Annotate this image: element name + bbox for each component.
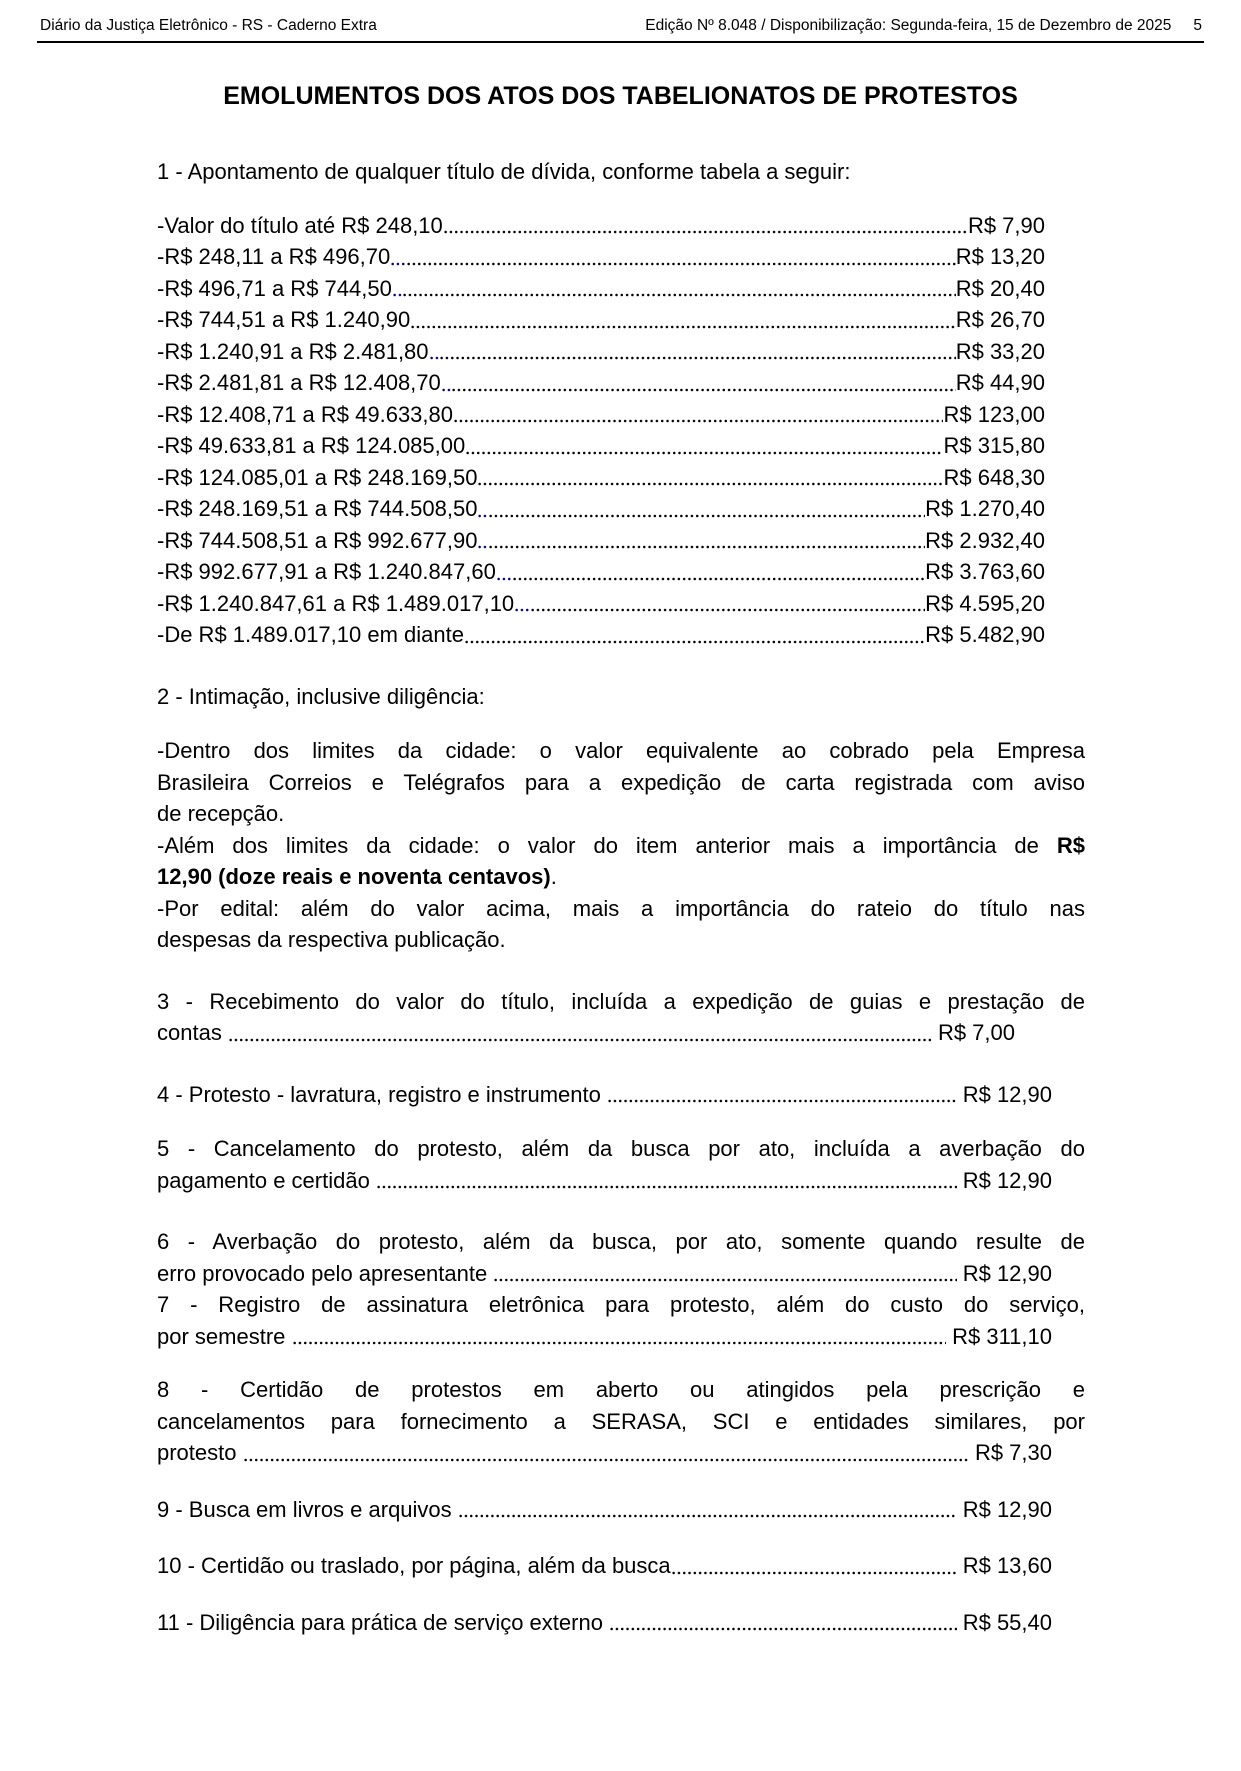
leader-dots (458, 1494, 957, 1526)
fee-price: R$ 13,20 (955, 244, 1045, 269)
leader-dots-blue (477, 525, 488, 557)
fee-label: erro provocado pelo apresentante (157, 1260, 494, 1286)
fee-line (157, 1165, 1085, 1197)
leader-dots (402, 273, 955, 305)
fee-label: por semestre (157, 1323, 292, 1349)
fee-line (157, 241, 1085, 273)
fee-schedule-table (157, 210, 1085, 651)
text-line: 1 - Apontamento de qualquer título de dívida, conforme tabela a seguir: (157, 159, 851, 184)
leader-dots (376, 1165, 957, 1197)
page-number: 5 (1193, 17, 1202, 34)
fee-price: R$ 7,30 (968, 1440, 1052, 1465)
leader-dots-blue (496, 556, 512, 588)
page-header (37, 16, 1204, 43)
fee-line (157, 1017, 1085, 1049)
leader-dots (406, 241, 956, 273)
leader-dots (512, 556, 925, 588)
section-9-item (157, 1494, 1085, 1526)
fee-line (157, 1437, 1085, 1469)
fee-label: -De R$ 1.489.017,10 em diante (157, 622, 464, 647)
leader-dots (443, 210, 968, 242)
fee-price: R$ 12,90 (956, 1496, 1052, 1522)
fee-label: 10 - Certidão ou traslado, por página, além da busca (157, 1553, 671, 1578)
fee-line (157, 1258, 1085, 1290)
edition-info (645, 16, 1202, 35)
section-2-paragraph-por-edital (157, 893, 1085, 956)
text-line: -Dentro dos limites da cidade: o valor equivalente ao cobrado pela Empresa (157, 738, 1085, 763)
journal-name: Diário da Justiça Eletrônico - RS - Caderno Extra (40, 17, 377, 34)
fee-label: 4 - Protesto - lavratura, registro e instrumento (157, 1081, 607, 1107)
leader-dots (439, 336, 956, 368)
text-line: 8 - Certidão de protestos em aberto ou atingidos pela prescrição e (157, 1377, 1085, 1402)
fee-label: 9 - Busca em livros e arquivos (157, 1496, 458, 1522)
fee-price: R$ 13,60 (956, 1553, 1052, 1578)
section-2-heading (157, 681, 1085, 713)
text-line: de recepção. (157, 801, 285, 826)
fee-price: R$ 2.932,40 (925, 527, 1045, 553)
section-1-heading (157, 156, 1085, 188)
fee-price: R$ 44,90 (955, 370, 1045, 395)
section-4-item (157, 1079, 1085, 1111)
leader-dots (493, 1258, 956, 1290)
fee-label: -R$ 744.508,51 a R$ 992.677,90 (157, 527, 478, 553)
leader-dots (465, 430, 943, 462)
fee-line (157, 430, 1085, 462)
fee-price: R$ 7,90 (967, 212, 1045, 238)
fee-line (157, 1321, 1085, 1353)
fee-label: -R$ 12.408,71 a R$ 49.633,80 (157, 401, 454, 427)
leader-dots (453, 399, 943, 431)
section-11-item (157, 1607, 1085, 1639)
fee-line (157, 588, 1085, 620)
section-7-item (157, 1289, 1085, 1352)
fee-price: R$ 315,80 (943, 433, 1045, 458)
leader-dots-blue (441, 367, 452, 399)
fee-price: R$ 20,40 (955, 275, 1045, 301)
fee-price: R$ 12,90 (956, 1081, 1052, 1107)
leader-dots-blue (392, 273, 403, 305)
text-line: Brasileira Correios e Telégrafos para a expedição de carta registrada com aviso (157, 769, 1085, 795)
fee-price: R$ 33,20 (955, 338, 1045, 364)
leader-dots (451, 367, 955, 399)
text-line: -Além dos limites da cidade: o valor do item anterior mais a importância de R$ (157, 832, 1085, 858)
leader-dots (671, 1550, 957, 1582)
fee-line (157, 619, 1085, 651)
leader-dots-blue (390, 241, 406, 273)
fee-line (157, 493, 1085, 525)
fee-price: R$ 1.270,40 (925, 496, 1045, 521)
fee-line (157, 462, 1085, 494)
fee-price: R$ 5.482,90 (925, 622, 1045, 647)
fee-price: R$ 55,40 (956, 1609, 1052, 1635)
text-line: 6 - Averbação do protesto, além da busca, por ato, somente quando resulte de (157, 1229, 1085, 1254)
section-8-item (157, 1374, 1085, 1469)
leader-dots (410, 304, 956, 336)
fee-price: R$ 12,90 (956, 1167, 1052, 1193)
leader-dots (488, 525, 925, 557)
section-2-paragraph-alem-limites (157, 830, 1085, 893)
leader-dots (477, 462, 943, 494)
leader-dots-blue (429, 336, 440, 368)
fee-label: -Valor do título até R$ 248,10 (157, 212, 443, 238)
fee-line (157, 556, 1085, 588)
fee-price: R$ 648,30 (943, 464, 1045, 490)
fee-label: -R$ 744,51 a R$ 1.240,90 (157, 307, 411, 332)
fee-label: -R$ 496,71 a R$ 744,50 (157, 275, 392, 301)
fee-price: R$ 123,00 (943, 401, 1045, 427)
leader-dots (228, 1017, 932, 1049)
leader-dots (243, 1437, 969, 1469)
fee-line (157, 525, 1085, 557)
fee-label: -R$ 1.240,91 a R$ 2.481,80 (157, 338, 429, 364)
leader-dots (292, 1321, 946, 1353)
leader-dots (488, 493, 925, 525)
fee-label: -R$ 248,11 a R$ 496,70 (157, 244, 391, 269)
fee-label: -R$ 124.085,01 a R$ 248.169,50 (157, 464, 478, 490)
section-2-paragraph-dentro-limites (157, 735, 1085, 830)
leader-dots (530, 588, 925, 620)
fee-line (157, 336, 1085, 368)
text-line: despesas da respectiva publicação. (157, 927, 506, 952)
fee-price: R$ 3.763,60 (925, 559, 1045, 584)
leader-dots-blue (477, 493, 488, 525)
fee-line (157, 210, 1085, 242)
fee-price: R$ 311,10 (945, 1323, 1052, 1349)
fee-label: contas (157, 1020, 228, 1045)
fee-label: -R$ 248.169,51 a R$ 744.508,50 (157, 496, 478, 521)
fee-price: R$ 26,70 (955, 307, 1045, 332)
fee-label: -R$ 992.677,91 a R$ 1.240.847,60 (157, 559, 496, 584)
text-line: 2 - Intimação, inclusive diligência: (157, 683, 485, 709)
fee-label: pagamento e certidão (157, 1167, 376, 1193)
fee-label: protesto (157, 1440, 243, 1465)
text-line: 7 - Registro de assinatura eletrônica para protesto, além do custo do serviço, (157, 1292, 1085, 1317)
text-line: 12,90 (doze reais e noventa centavos). (157, 864, 557, 889)
fee-label: -R$ 2.481,81 a R$ 12.408,70 (157, 370, 441, 395)
text-line: cancelamentos para fornecimento a SERASA, SCI e entidades similares, por (157, 1408, 1085, 1434)
section-3-item (157, 986, 1085, 1049)
fee-label: -R$ 1.240.847,61 a R$ 1.489.017,10 (157, 590, 515, 616)
fee-line (157, 1607, 1085, 1639)
text-line: 5 - Cancelamento do protesto, além da busca por ato, incluída a averbação do (157, 1136, 1085, 1161)
fee-label: 11 - Diligência para prática de serviço externo (157, 1609, 610, 1635)
fee-line (157, 273, 1085, 305)
leader-dots (464, 619, 925, 651)
text-line: -Por edital: além do valor acima, mais a importância do rateio do título nas (157, 895, 1085, 921)
fee-line (157, 1079, 1085, 1111)
leader-dots (607, 1079, 957, 1111)
fee-line (157, 399, 1085, 431)
fee-price: R$ 7,00 (931, 1020, 1015, 1045)
document-title: EMOLUMENTOS DOS ATOS DOS TABELIONATOS DE PROTESTOS (223, 82, 1018, 110)
fee-line (157, 1550, 1085, 1582)
fee-line (157, 1494, 1085, 1526)
leader-dots (609, 1607, 957, 1639)
edition-text: Edição Nº 8.048 / Disponibilização: Segunda-feira, 15 de Dezembro de 2025 (645, 17, 1172, 34)
fee-label: -R$ 49.633,81 a R$ 124.085,00 (157, 433, 466, 458)
section-5-item (157, 1133, 1085, 1196)
leader-dots-blue (514, 588, 530, 620)
fee-line (157, 304, 1085, 336)
fee-price: R$ 12,90 (956, 1260, 1052, 1286)
section-10-item (157, 1550, 1085, 1582)
fee-price: R$ 4.595,20 (925, 590, 1045, 616)
text-line: 3 - Recebimento do valor do título, incluída a expedição de guias e prestação de (157, 988, 1085, 1014)
fee-line (157, 367, 1085, 399)
document-body (157, 156, 1085, 1638)
section-6-item (157, 1226, 1085, 1289)
